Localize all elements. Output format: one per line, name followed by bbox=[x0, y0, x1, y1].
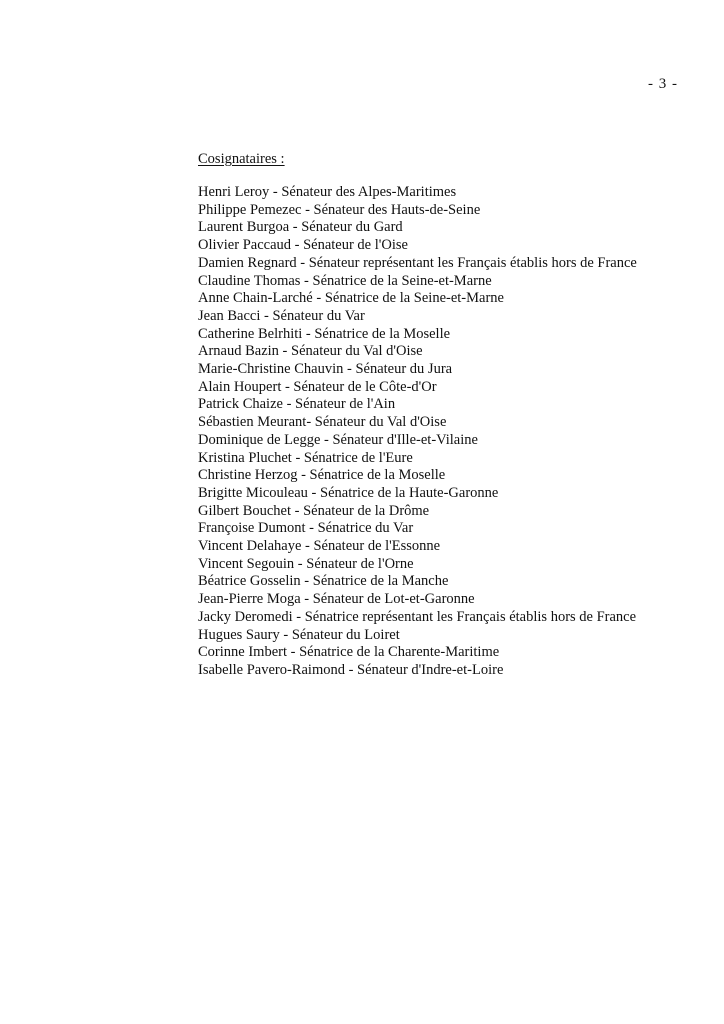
cosignatories-heading: Cosignataires : bbox=[198, 151, 285, 167]
cosignatory-entry: Olivier Paccaud - Sénateur de l'Oise bbox=[198, 237, 408, 254]
cosignatory-entry: Catherine Belrhiti - Sénatrice de la Moselle bbox=[198, 325, 451, 342]
cosignatories-list bbox=[198, 184, 688, 680]
cosignatory-entry: Brigitte Micouleau - Sénatrice de la Haute-Garonne bbox=[198, 484, 499, 501]
cosignatory-entry: Laurent Burgoa - Sénateur du Gard bbox=[198, 219, 403, 236]
cosignatory-entry: Christine Herzog - Sénatrice de la Moselle bbox=[198, 467, 446, 484]
cosignatory-entry: Jean Bacci - Sénateur du Var bbox=[198, 307, 365, 324]
cosignatory-entry: Vincent Delahaye - Sénateur de l'Essonne bbox=[198, 538, 441, 555]
cosignatory-entry: Patrick Chaize - Sénateur de l'Ain bbox=[198, 396, 396, 413]
cosignatory-entry: Marie-Christine Chauvin - Sénateur du Jura bbox=[198, 361, 453, 378]
cosignatory-entry: Vincent Segouin - Sénateur de l'Orne bbox=[198, 555, 414, 572]
cosignatory-entry: Philippe Pemezec - Sénateur des Hauts-de-Seine bbox=[198, 201, 481, 218]
cosignatory-entry: Alain Houpert - Sénateur de le Côte-d'Or bbox=[198, 378, 437, 395]
cosignatory-entry: Dominique de Legge - Sénateur d'Ille-et-Vilaine bbox=[198, 431, 478, 448]
cosignatory-entry: Jacky Deromedi - Sénatrice représentant les Français établis hors de France bbox=[198, 608, 637, 625]
cosignatory-entry: Gilbert Bouchet - Sénateur de la Drôme bbox=[198, 502, 430, 519]
page-number: - 3 - bbox=[648, 76, 678, 92]
cosignatory-entry: Françoise Dumont - Sénatrice du Var bbox=[198, 520, 414, 537]
cosignatory-entry: Anne Chain-Larché - Sénatrice de la Seine-et-Marne bbox=[198, 290, 504, 307]
cosignatory-entry: Isabelle Pavero-Raimond - Sénateur d'Indre-et-Loire bbox=[198, 661, 504, 678]
cosignatory-entry: Sébastien Meurant- Sénateur du Val d'Oise bbox=[198, 414, 447, 431]
cosignatory-entry: Béatrice Gosselin - Sénatrice de la Manche bbox=[198, 573, 449, 590]
cosignatory-entry: Kristina Pluchet - Sénatrice de l'Eure bbox=[198, 449, 413, 466]
cosignatory-entry: Corinne Imbert - Sénatrice de la Charente-Maritime bbox=[198, 644, 500, 661]
cosignatory-entry: Jean-Pierre Moga - Sénateur de Lot-et-Garonne bbox=[198, 591, 475, 608]
cosignatory-entry: Hugues Saury - Sénateur du Loiret bbox=[198, 626, 400, 643]
cosignatory-entry: Arnaud Bazin - Sénateur du Val d'Oise bbox=[198, 343, 423, 360]
cosignatory-entry: Henri Leroy - Sénateur des Alpes-Maritimes bbox=[198, 184, 457, 200]
cosignatory-entry: Damien Regnard - Sénateur représentant les Français établis hors de France bbox=[198, 254, 637, 271]
cosignatory-entry: Claudine Thomas - Sénatrice de la Seine-et-Marne bbox=[198, 272, 492, 289]
